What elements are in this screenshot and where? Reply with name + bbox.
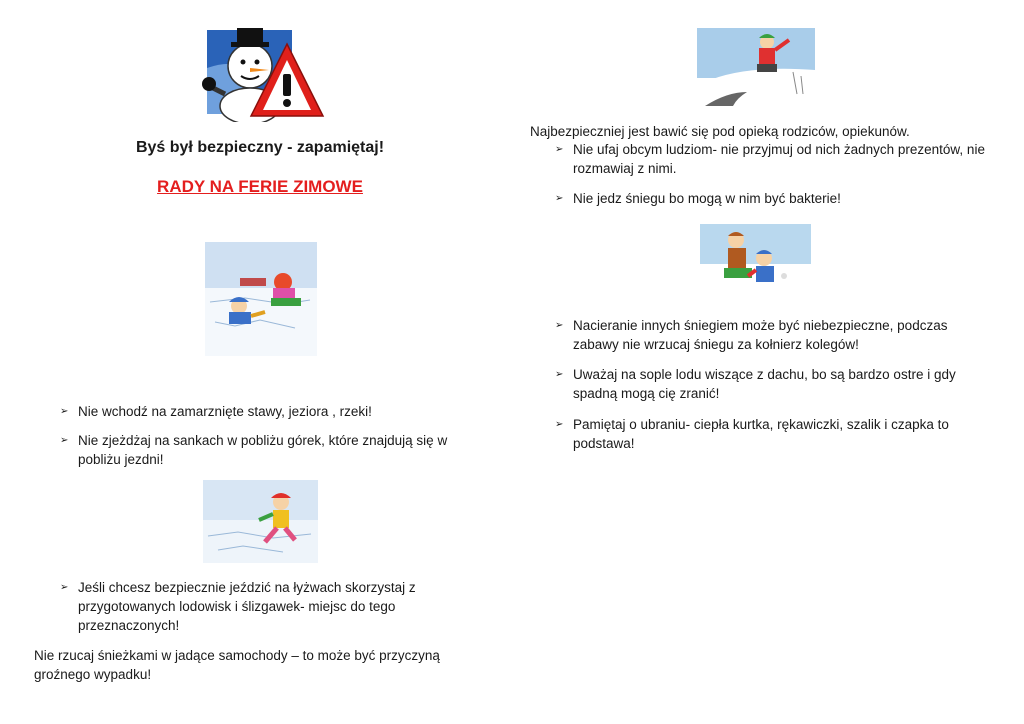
sledding-illustration bbox=[697, 28, 815, 106]
list-item: ➢ Jeśli chcesz bezpiecznie jeździć na łyżwach skorzystaj z przygotowanych lodowisk i ślizgawek- miejsc do tego przeznaczonych! bbox=[60, 580, 416, 633]
list-item: ➢ Nie ufaj obcym ludziom- nie przyjmuj od nich żadnych prezentów, nie rozmawiaj z nimi. bbox=[555, 142, 985, 176]
arrow-bullet-icon: ➢ bbox=[60, 406, 69, 417]
list-item: ➢ Pamiętaj o ubraniu- ciepła kurtka, rękawiczki, szalik i czapka to podstawa! bbox=[555, 417, 949, 451]
arrow-bullet-icon: ➢ bbox=[60, 435, 69, 446]
arrow-bullet-icon: ➢ bbox=[555, 369, 564, 380]
frozen-pond-illustration bbox=[205, 242, 317, 356]
arrow-bullet-icon: ➢ bbox=[555, 320, 564, 331]
list-item: ➢ Nie zjeżdżaj na sankach w pobliżu górek, które znajdują się w pobliżu jezdni! bbox=[60, 433, 448, 467]
arrow-bullet-icon: ➢ bbox=[555, 193, 564, 204]
list-item: ➢ Nacieranie innych śniegiem może być niebezpieczne, podczas zabawy nie wrzucaj śniegu za kołnierz kolegów! bbox=[555, 318, 948, 352]
warning-note: Nie rzucaj śnieżkami w jadące samochody – to może być przyczyną groźnego wypadku! bbox=[34, 648, 440, 682]
snowman-warning-illustration bbox=[195, 28, 330, 122]
arrow-bullet-icon: ➢ bbox=[555, 144, 564, 155]
ice-skating-illustration bbox=[203, 480, 318, 563]
list-item: ➢ Nie jedz śniegu bo mogą w nim być bakterie! bbox=[555, 191, 841, 206]
list-item: ➢ Uważaj na sople lodu wiszące z dachu, bo są bardzo ostre i gdy spadną mogą cię zranić! bbox=[555, 367, 956, 401]
page-title: RADY NA FERIE ZIMOWE bbox=[157, 177, 363, 196]
snowball-play-illustration bbox=[700, 224, 811, 296]
list-item: ➢ Nie wchodź na zamarznięte stawy, jeziora , rzeki! bbox=[60, 404, 372, 419]
page-heading: Byś był bezpieczny - zapamiętaj! bbox=[135, 139, 385, 156]
arrow-bullet-icon: ➢ bbox=[60, 582, 69, 593]
arrow-bullet-icon: ➢ bbox=[555, 419, 564, 430]
intro-text: Najbezpieczniej jest bawić się pod opieką rodziców, opiekunów. bbox=[530, 124, 910, 139]
